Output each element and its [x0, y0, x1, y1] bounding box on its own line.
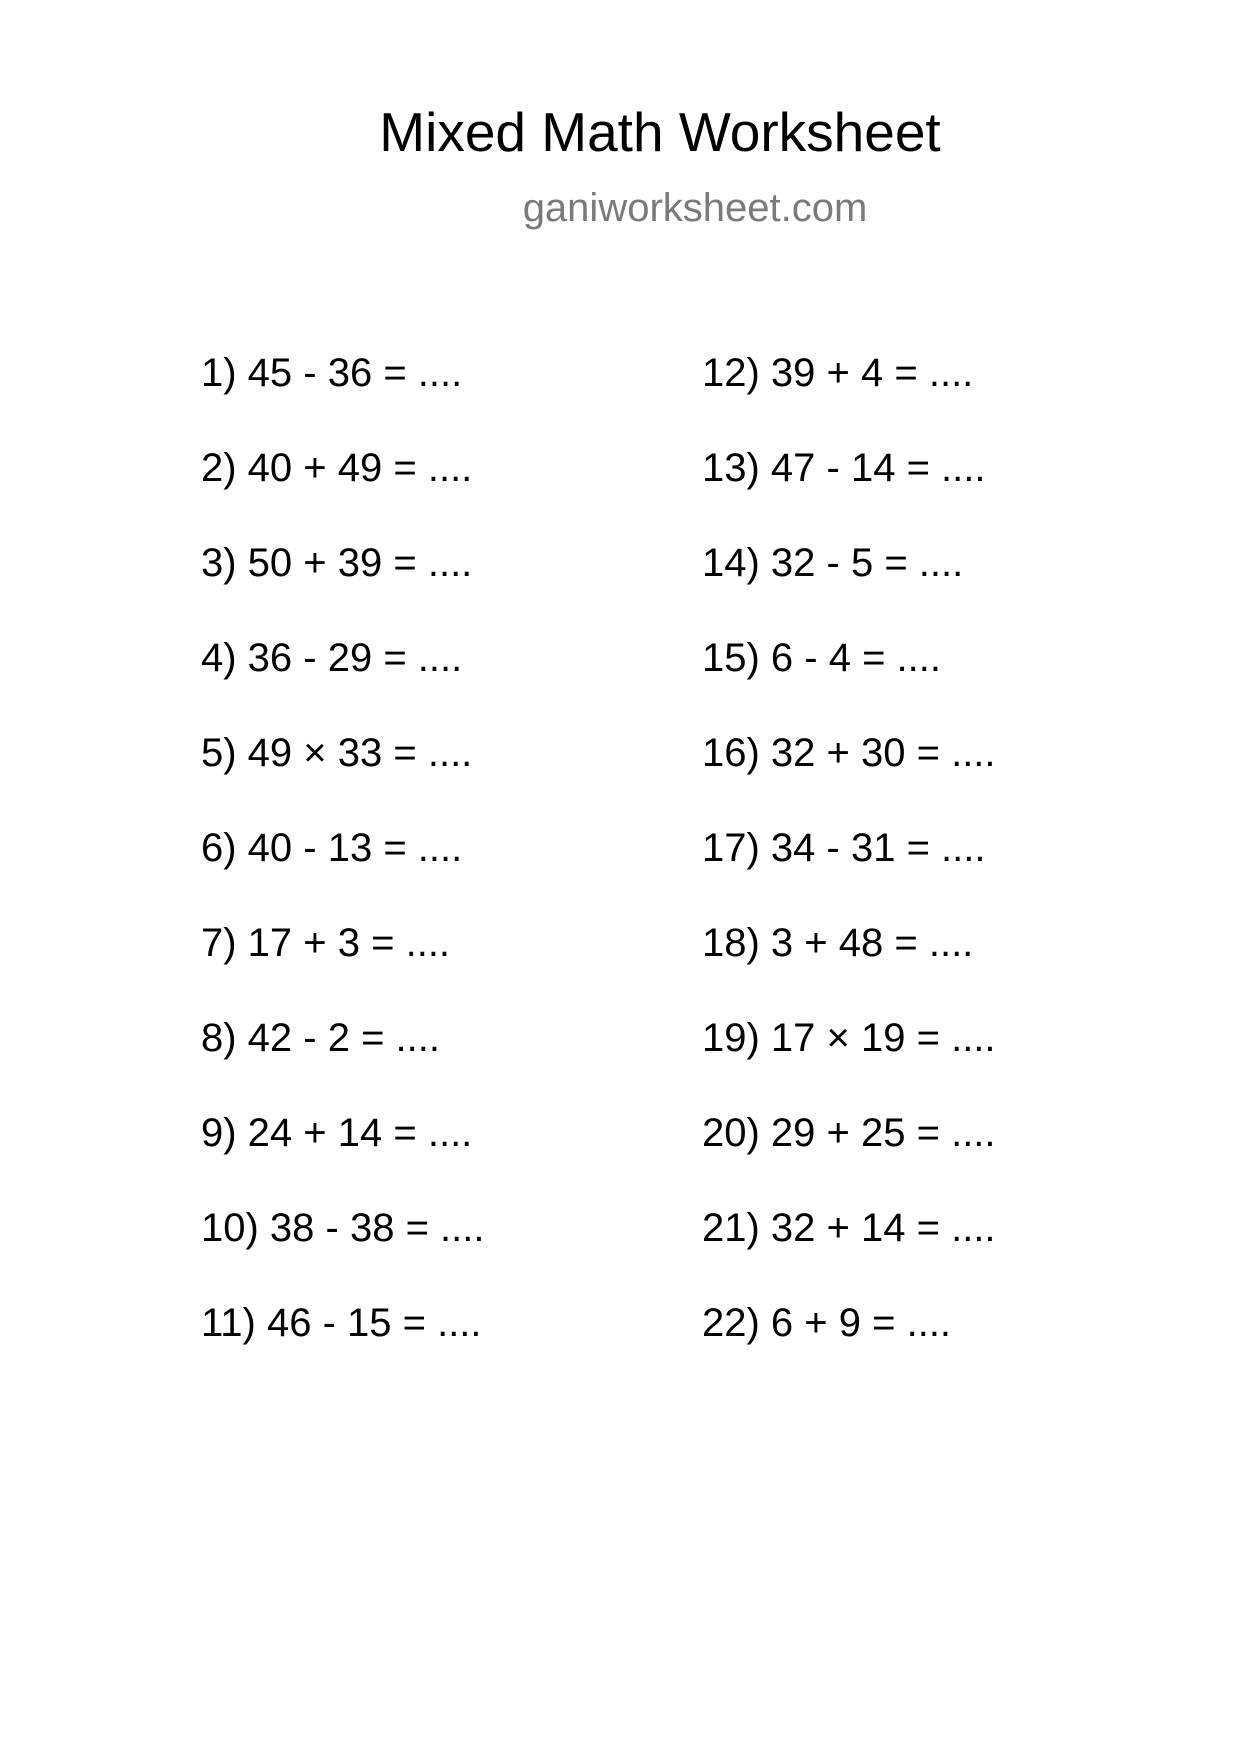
problem-8: 8) 42 - 2 = .... — [201, 1016, 441, 1060]
problem-16: 16) 32 + 30 = .... — [702, 731, 996, 775]
problem-17: 17) 34 - 31 = .... — [702, 826, 986, 870]
problem-6: 6) 40 - 13 = .... — [201, 826, 463, 870]
problem-13: 13) 47 - 14 = .... — [702, 446, 986, 490]
problem-11: 11) 46 - 15 = .... — [201, 1301, 482, 1345]
problem-column-right — [702, 349, 996, 1394]
website-url: ganiworksheet.com — [522, 186, 868, 230]
problem-19: 19) 17 × 19 = .... — [702, 1016, 996, 1060]
problem-4: 4) 36 - 29 = .... — [201, 636, 463, 680]
problem-20: 20) 29 + 25 = .... — [702, 1111, 996, 1155]
problem-15: 15) 6 - 4 = .... — [702, 636, 942, 680]
problem-21: 21) 32 + 14 = .... — [702, 1206, 996, 1250]
problem-3: 3) 50 + 39 = .... — [201, 541, 473, 585]
problem-5: 5) 49 × 33 = .... — [201, 731, 473, 775]
problem-7: 7) 17 + 3 = .... — [201, 921, 451, 965]
worksheet-title: Mixed Math Worksheet — [379, 101, 941, 163]
problem-12: 12) 39 + 4 = .... — [702, 351, 974, 395]
problem-14: 14) 32 - 5 = .... — [702, 541, 964, 585]
problem-2: 2) 40 + 49 = .... — [201, 446, 473, 490]
problem-10: 10) 38 - 38 = .... — [201, 1206, 485, 1250]
problem-18: 18) 3 + 48 = .... — [702, 921, 974, 965]
problem-column-left — [201, 349, 485, 1394]
problem-9: 9) 24 + 14 = .... — [201, 1111, 473, 1155]
problem-22: 22) 6 + 9 = .... — [702, 1301, 952, 1345]
problem-1: 1) 45 - 36 = .... — [201, 351, 463, 395]
